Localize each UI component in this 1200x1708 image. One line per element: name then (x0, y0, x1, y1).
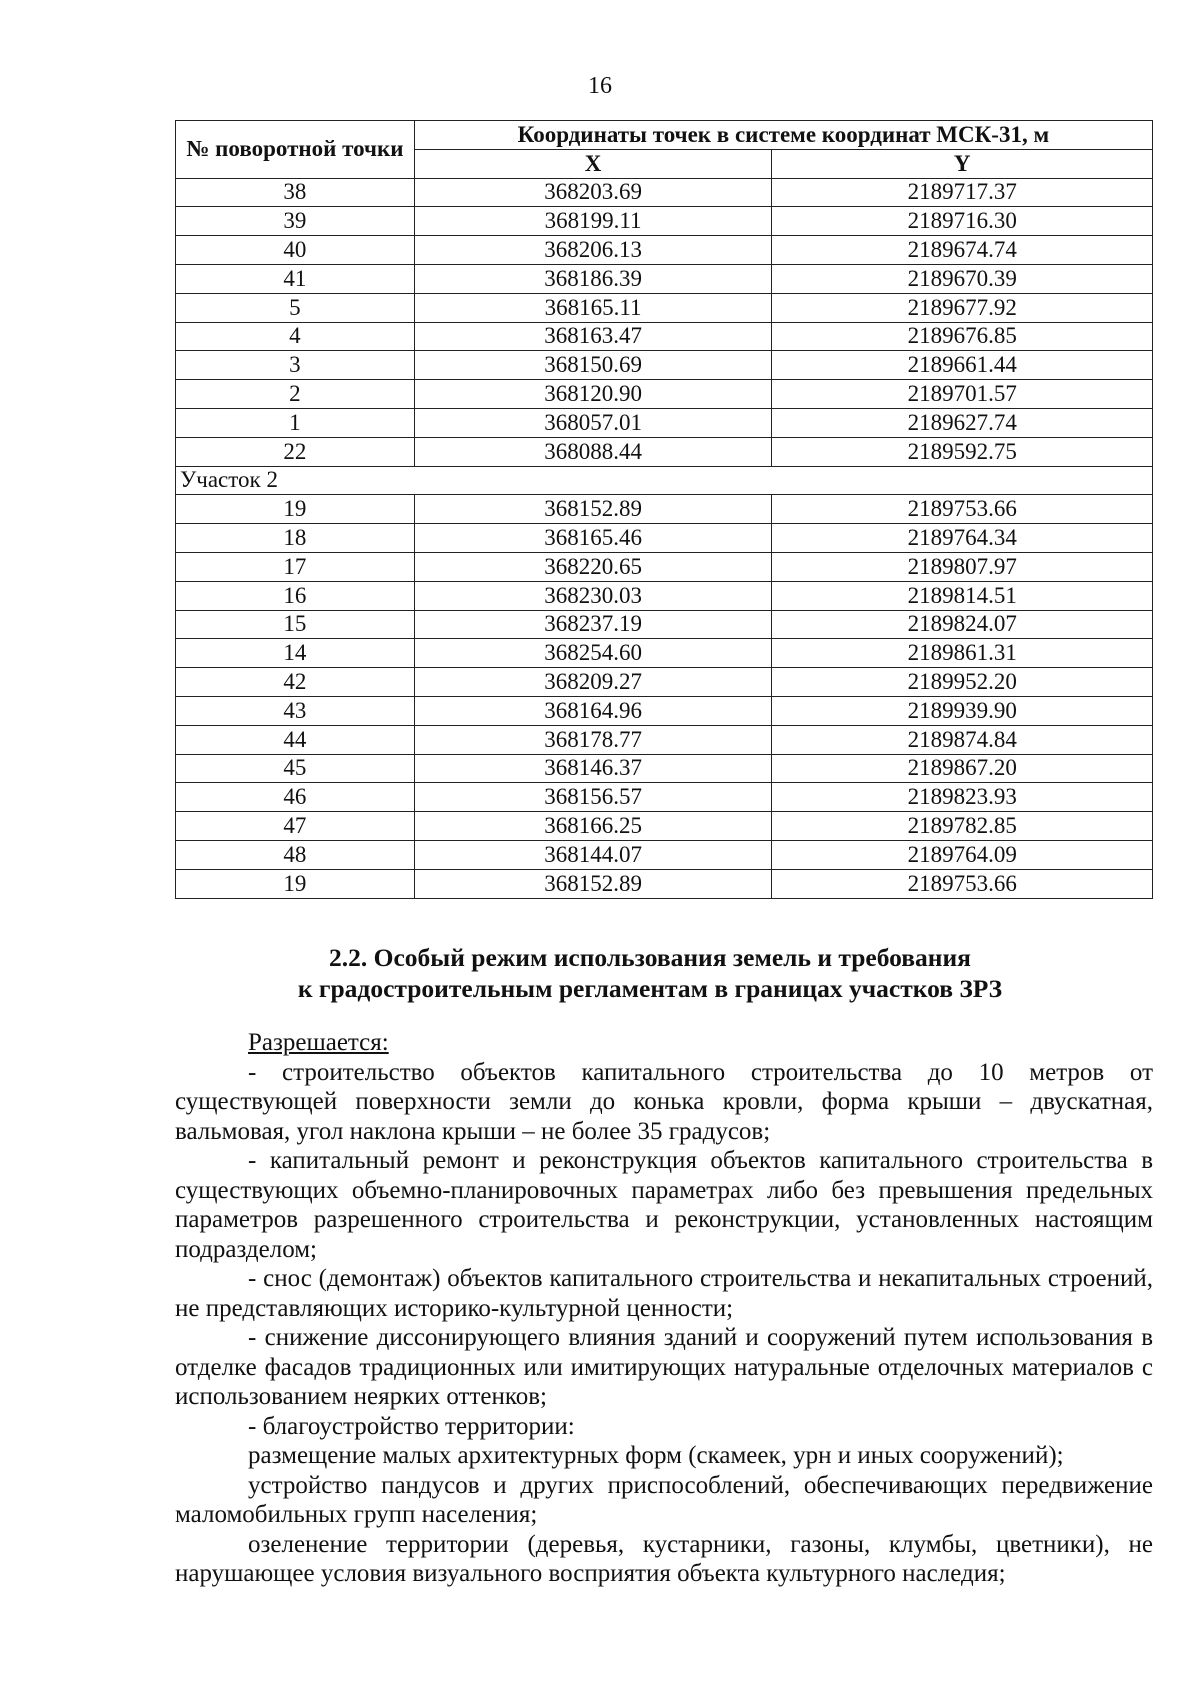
table-row (176, 869, 1153, 898)
y-coordinate-cell: 2189701.57 (772, 380, 1153, 409)
y-coordinate-cell: 2189823.93 (772, 783, 1153, 812)
point-number-cell: 48 (176, 840, 415, 869)
y-coordinate-cell: 2189824.07 (772, 610, 1153, 639)
section-label: Участок 2 (176, 466, 1153, 495)
y-coordinate-cell: 2189867.20 (772, 754, 1153, 783)
y-coordinate-cell: 2189716.30 (772, 207, 1153, 236)
table-row (176, 351, 1153, 380)
body-paragraph: размещение малых архитектурных форм (скамеек, урн и иных сооружений); (248, 1442, 1064, 1469)
y-coordinate-cell: 2189874.84 (772, 725, 1153, 754)
body-paragraph: - снижение диссонирующего влияния зданий и сооружений путем использования в отделке фасадов традиционных или имитирующих натуральные отделочных материалов с использованием неярких оттенков; (175, 1324, 1153, 1410)
table-row (176, 264, 1153, 293)
point-number-cell: 16 (176, 581, 415, 610)
x-coordinate-cell: 368230.03 (414, 581, 772, 610)
x-coordinate-cell: 368057.01 (414, 408, 772, 437)
table-row (176, 754, 1153, 783)
point-number-cell: 42 (176, 668, 415, 697)
point-number-cell: 2 (176, 380, 415, 409)
section-heading-line-2: к градостроительным регламентам в границах участков ЗРЗ (297, 974, 1003, 1003)
point-number-cell: 5 (176, 293, 415, 322)
body-text (175, 1028, 1153, 1589)
body-paragraph: устройство пандусов и других приспособлений, обеспечивающих передвижение маломобильных групп населения; (175, 1471, 1153, 1528)
y-coordinate-cell: 2189717.37 (772, 178, 1153, 207)
y-coordinate-cell: 2189676.85 (772, 322, 1153, 351)
y-coordinate-cell: 2189782.85 (772, 812, 1153, 841)
x-coordinate-cell: 368144.07 (414, 840, 772, 869)
table-row (176, 639, 1153, 668)
table-row (176, 581, 1153, 610)
table-row (176, 236, 1153, 265)
lead-text: Разрешается: (248, 1029, 389, 1056)
section-heading-line-1: 2.2. Особый режим использования земель и требования (329, 943, 971, 972)
x-coordinate-cell: 368220.65 (414, 552, 772, 581)
x-coordinate-cell: 368209.27 (414, 668, 772, 697)
y-coordinate-cell: 2189592.75 (772, 437, 1153, 466)
x-coordinate-cell: 368237.19 (414, 610, 772, 639)
table-row (176, 610, 1153, 639)
x-coordinate-cell: 368166.25 (414, 812, 772, 841)
point-number-cell: 40 (176, 236, 415, 265)
x-coordinate-cell: 368152.89 (414, 869, 772, 898)
table-row (176, 812, 1153, 841)
x-coordinate-cell: 368165.11 (414, 293, 772, 322)
y-coordinate-cell: 2189661.44 (772, 351, 1153, 380)
x-coordinate-cell: 368164.96 (414, 696, 772, 725)
table-row (176, 668, 1153, 697)
point-number-cell: 45 (176, 754, 415, 783)
header-point-number: № поворотной точки (176, 121, 415, 179)
x-coordinate-cell: 368178.77 (414, 725, 772, 754)
point-number-cell: 3 (176, 351, 415, 380)
x-coordinate-cell: 368203.69 (414, 178, 772, 207)
section-heading (200, 942, 1100, 1004)
y-coordinate-cell: 2189674.74 (772, 236, 1153, 265)
table-row (176, 408, 1153, 437)
x-coordinate-cell: 368146.37 (414, 754, 772, 783)
point-number-cell: 19 (176, 495, 415, 524)
table-row (176, 322, 1153, 351)
point-number-cell: 43 (176, 696, 415, 725)
x-coordinate-cell: 368254.60 (414, 639, 772, 668)
point-number-cell: 44 (176, 725, 415, 754)
x-coordinate-cell: 368199.11 (414, 207, 772, 236)
table-row (176, 524, 1153, 553)
table-section-row (176, 466, 1153, 495)
body-paragraph: - снос (демонтаж) объектов капитального строительства и некапитальных строений, не представляющих историко-культурной ценности; (175, 1265, 1153, 1322)
point-number-cell: 18 (176, 524, 415, 553)
y-coordinate-cell: 2189627.74 (772, 408, 1153, 437)
table-row (176, 552, 1153, 581)
table-row (176, 293, 1153, 322)
point-number-cell: 39 (176, 207, 415, 236)
y-coordinate-cell: 2189764.34 (772, 524, 1153, 553)
x-coordinate-cell: 368156.57 (414, 783, 772, 812)
body-paragraph: озеленение территории (деревья, кустарники, газоны, клумбы, цветники), не нарушающее условия визуального восприятия объекта культурного наследия; (175, 1530, 1153, 1587)
coordinates-table (175, 120, 1153, 899)
table-header-row (176, 121, 1153, 150)
y-coordinate-cell: 2189677.92 (772, 293, 1153, 322)
y-coordinate-cell: 2189939.90 (772, 696, 1153, 725)
point-number-cell: 22 (176, 437, 415, 466)
point-number-cell: 1 (176, 408, 415, 437)
y-coordinate-cell: 2189670.39 (772, 264, 1153, 293)
page-number: 16 (588, 73, 612, 99)
x-coordinate-cell: 368165.46 (414, 524, 772, 553)
header-coordinates: Координаты точек в системе координат МСК-31, м (414, 121, 1152, 150)
table-row (176, 783, 1153, 812)
point-number-cell: 19 (176, 869, 415, 898)
point-number-cell: 15 (176, 610, 415, 639)
x-coordinate-cell: 368120.90 (414, 380, 772, 409)
point-number-cell: 14 (176, 639, 415, 668)
y-coordinate-cell: 2189861.31 (772, 639, 1153, 668)
y-coordinate-cell: 2189753.66 (772, 869, 1153, 898)
table-row (176, 696, 1153, 725)
y-coordinate-cell: 2189764.09 (772, 840, 1153, 869)
x-coordinate-cell: 368088.44 (414, 437, 772, 466)
point-number-cell: 46 (176, 783, 415, 812)
y-coordinate-cell: 2189814.51 (772, 581, 1153, 610)
table-row (176, 380, 1153, 409)
y-coordinate-cell: 2189807.97 (772, 552, 1153, 581)
table-row (176, 495, 1153, 524)
header-x: X (414, 149, 772, 178)
x-coordinate-cell: 368163.47 (414, 322, 772, 351)
table-row (176, 437, 1153, 466)
x-coordinate-cell: 368152.89 (414, 495, 772, 524)
body-paragraph: - строительство объектов капитального строительства до 10 метров от существующей поверхности земли до конька кровли, форма крыши – двускатная, вальмовая, угол наклона крыши – не более 35 градусов; (175, 1058, 1153, 1145)
table-row (176, 840, 1153, 869)
x-coordinate-cell: 368150.69 (414, 351, 772, 380)
table-row (176, 725, 1153, 754)
x-coordinate-cell: 368186.39 (414, 264, 772, 293)
y-coordinate-cell: 2189952.20 (772, 668, 1153, 697)
point-number-cell: 4 (176, 322, 415, 351)
table-body (176, 178, 1153, 898)
point-number-cell: 38 (176, 178, 415, 207)
point-number-cell: 41 (176, 264, 415, 293)
table-row (176, 207, 1153, 236)
body-paragraph: - благоустройство территории: (248, 1412, 575, 1440)
y-coordinate-cell: 2189753.66 (772, 495, 1153, 524)
body-paragraph: - капитальный ремонт и реконструкция объектов капитального строительства в существующих объемно-планировочных параметрах либо без превышения предельных параметров разрешенного строительства и реконструкции, установленных настоящим подразделом; (175, 1147, 1153, 1263)
table-row (176, 178, 1153, 207)
point-number-cell: 47 (176, 812, 415, 841)
x-coordinate-cell: 368206.13 (414, 236, 772, 265)
point-number-cell: 17 (176, 552, 415, 581)
header-y: Y (772, 149, 1153, 178)
lead-paragraph (175, 1028, 1153, 1058)
